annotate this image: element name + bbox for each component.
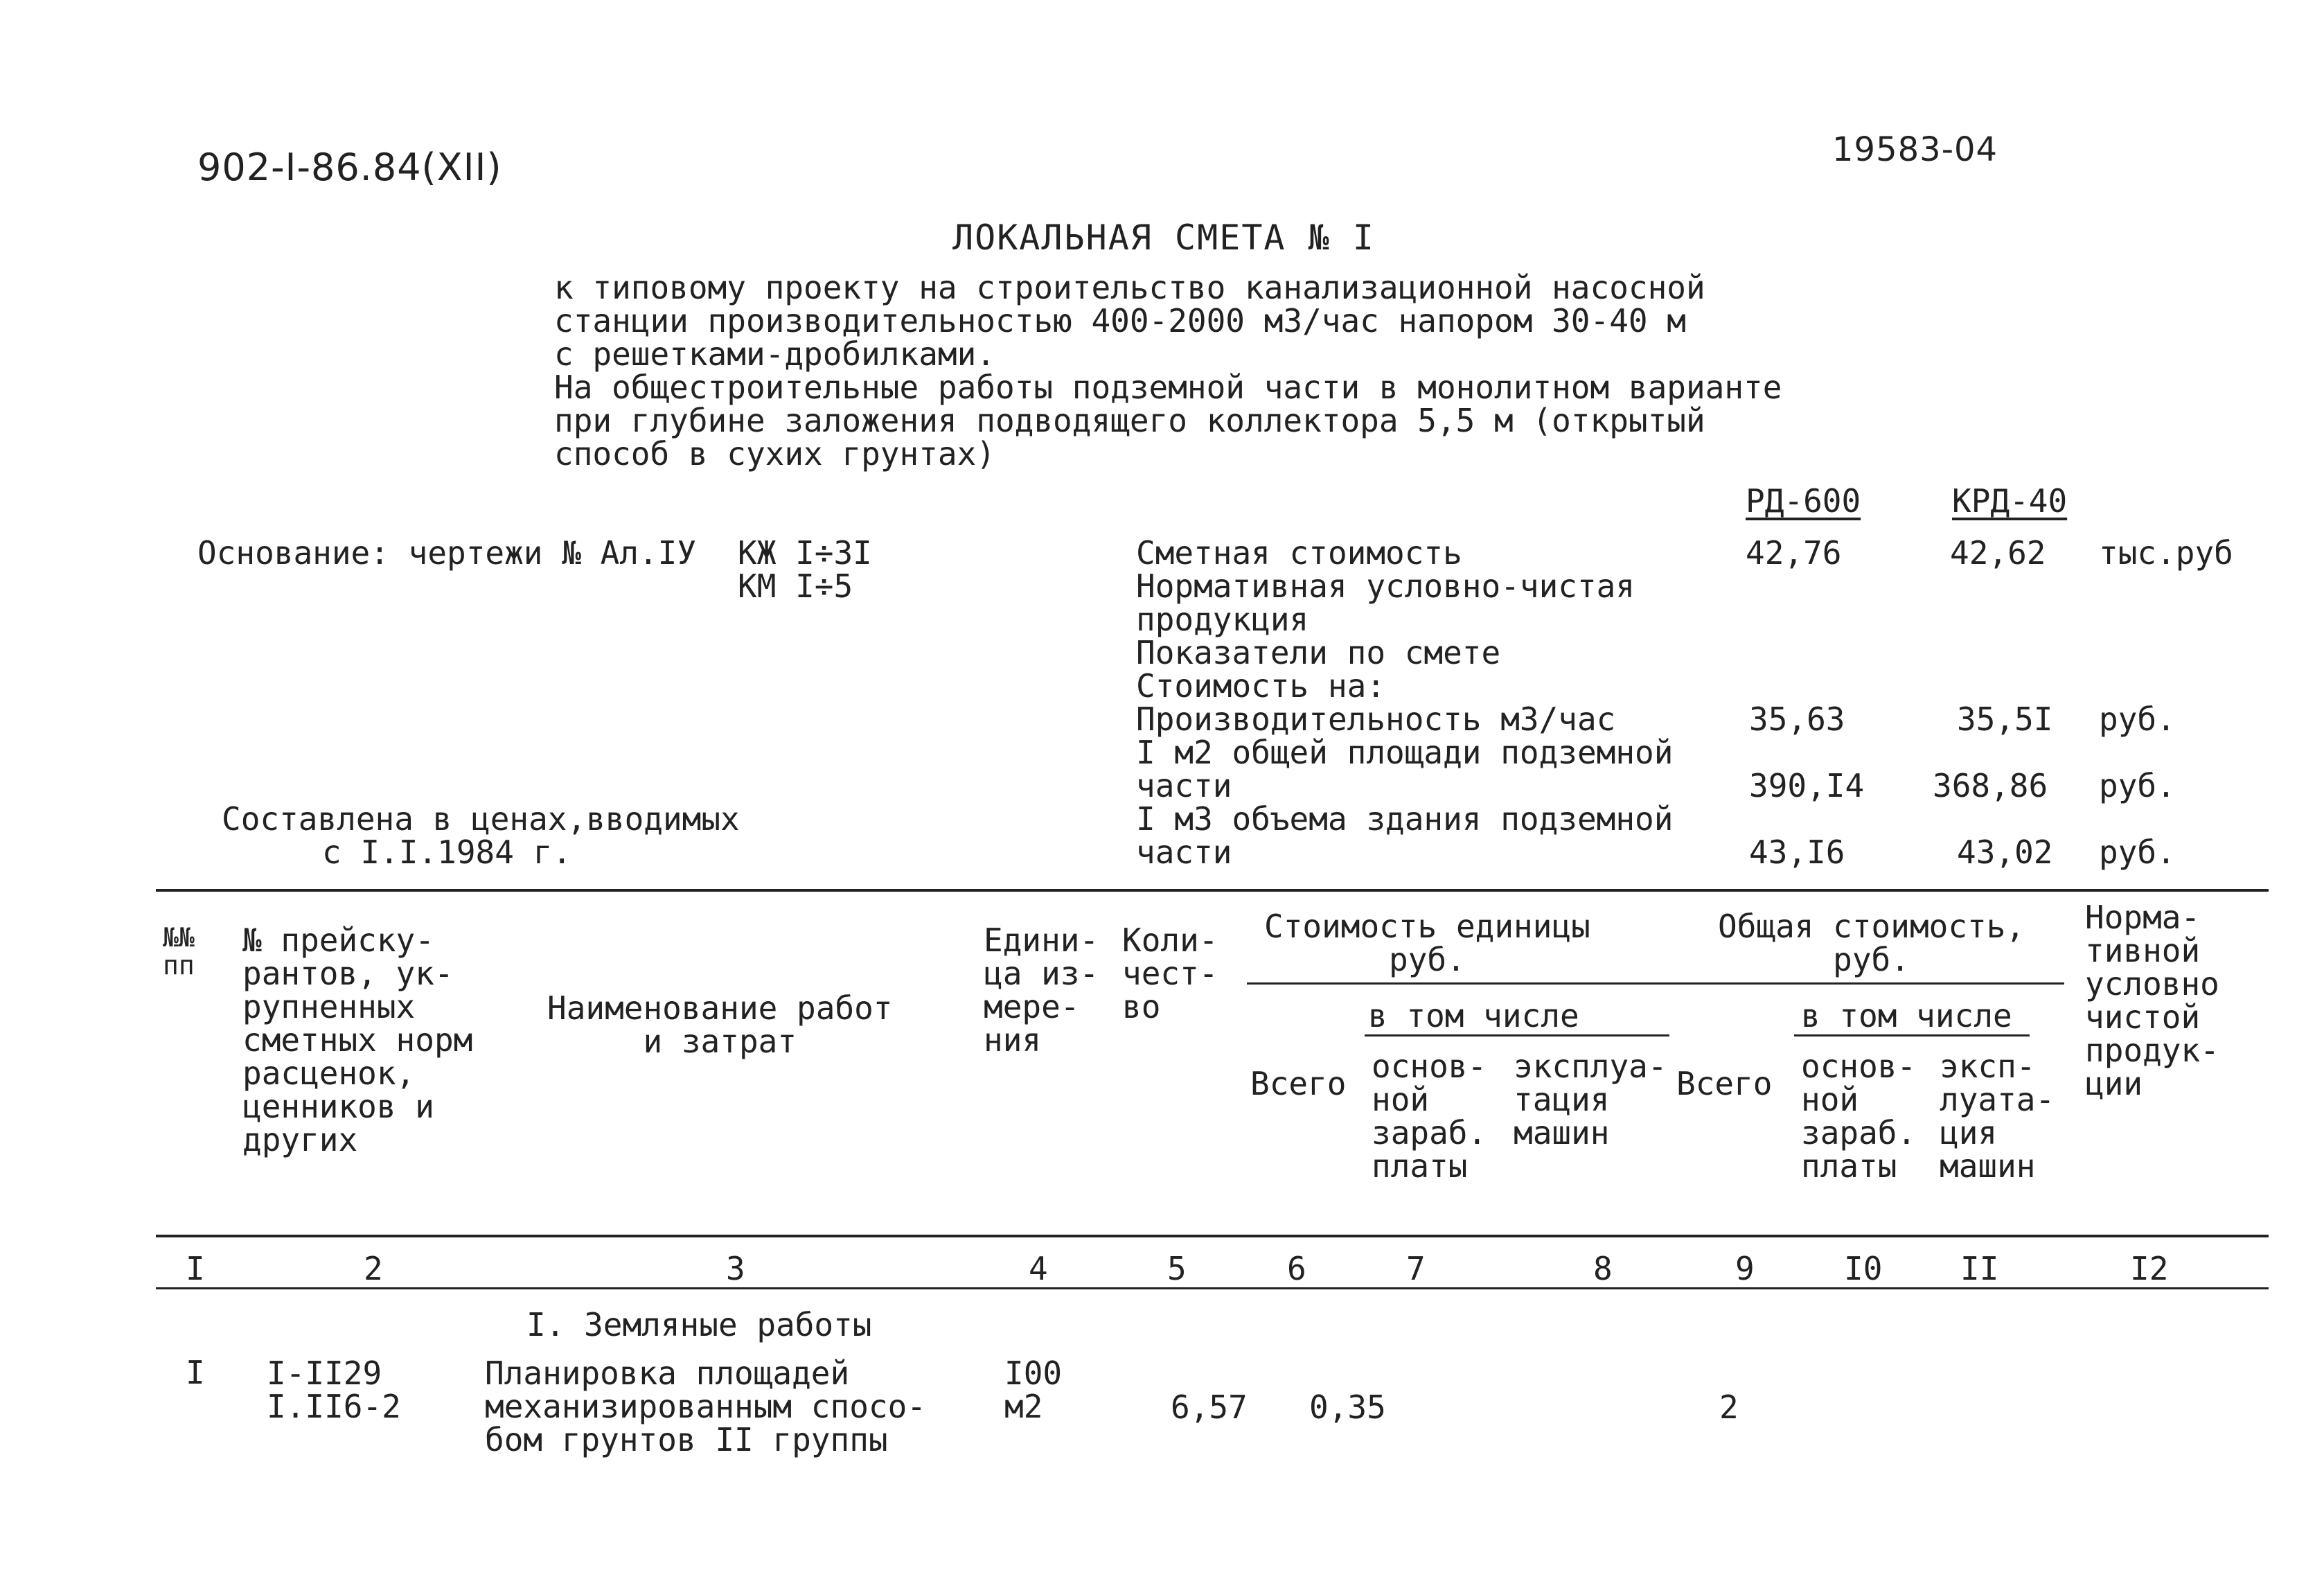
row-unit-total: 0,35 — [1309, 1388, 1386, 1426]
summary-label: I м3 объема здания подземной — [1136, 800, 1674, 838]
summary-unit: руб. — [2099, 700, 2176, 738]
header-col-3: Наименование работ и затрат — [547, 989, 893, 1060]
header-total-cost: Общая стоимость, руб. — [1718, 908, 2025, 978]
column-number: I0 — [1844, 1250, 1883, 1287]
summary-rd: 390,I4 — [1749, 767, 1865, 804]
column-number: I — [186, 1250, 205, 1287]
header-unit-cost-rule — [1247, 982, 1960, 985]
summary-label: Сметная стоимость — [1136, 534, 1462, 572]
document-code-left: 902-I-86.84(XII) — [197, 145, 502, 189]
column-numbers-bottom-rule — [156, 1287, 2269, 1289]
summary-krd: 368,86 — [1933, 767, 2048, 804]
subtitle-line: к типовому проекту на строительство канализационной насосной — [554, 269, 1705, 306]
column-number: 9 — [1735, 1250, 1755, 1287]
summary-col-krd: КРД-40 — [1952, 482, 2068, 520]
subtitle-line: станции производительностью 400-2000 м3/час напором 30-40 м — [554, 302, 1686, 339]
subtitle-line: при глубине заложения подводящего коллектора 5,5 м (открытый — [554, 402, 1705, 439]
summary-rd: 42,76 — [1746, 534, 1842, 572]
row-quantity: 6,57 — [1171, 1388, 1248, 1426]
column-number: 5 — [1167, 1250, 1187, 1287]
column-number: 7 — [1406, 1250, 1426, 1287]
subtitle-line: На общестроительные работы подземной части в монолитном варианте — [554, 369, 1782, 406]
column-numbers-top-rule — [156, 1235, 2269, 1237]
header-col-2: № прейску- рантов, ук- рупненных сметных норм расценок, ценников и других — [242, 921, 473, 1158]
summary-label: Стоимость на: — [1136, 667, 1386, 705]
subtitle-line: с решетками-дробилками. — [554, 335, 995, 373]
column-number: 3 — [726, 1250, 745, 1287]
column-number: II — [1960, 1250, 1999, 1287]
row-number: I — [186, 1354, 205, 1391]
header-col-1: №№ пп — [163, 922, 195, 980]
basis-label: Основание: чертежи № Ал.IУ — [197, 534, 697, 572]
header-col-5: Коли- чест- во — [1122, 921, 1218, 1025]
header-total-total: Всего — [1676, 1065, 1773, 1102]
header-unit-incl: в том числе — [1368, 997, 1579, 1034]
summary-unit: тыс.руб — [2099, 534, 2233, 572]
header-unit-mach: эксплуа- тация машин — [1514, 1048, 1667, 1152]
basis-drawing-2: КМ I÷5 — [738, 567, 853, 605]
row-total: 2 — [1719, 1388, 1739, 1426]
summary-krd: 43,02 — [1957, 833, 2053, 871]
document-title: ЛОКАЛЬНАЯ СМЕТА № I — [952, 218, 1375, 258]
column-number: I2 — [2130, 1250, 2169, 1287]
subtitle-line: способ в сухих грунтах) — [554, 435, 995, 473]
header-total-incl-rule — [1794, 1034, 2030, 1036]
summary-label: Производительность м3/час — [1136, 700, 1616, 738]
section-title: I. Земляные работы — [526, 1306, 872, 1343]
summary-rd: 35,63 — [1749, 700, 1845, 738]
header-unit-cost: Стоимость единицы руб. — [1264, 908, 1590, 978]
summary-unit: руб. — [2099, 767, 2176, 804]
prices-line-1: Составлена в ценах,вводимых — [222, 800, 740, 838]
header-total-mach: эксп- луата- ция машин — [1940, 1048, 2055, 1185]
header-unit-total: Всего — [1250, 1065, 1347, 1102]
document-code-right: 19583-04 — [1832, 130, 1998, 169]
summary-label: Показатели по смете — [1136, 634, 1501, 671]
column-number: 8 — [1593, 1250, 1613, 1287]
header-unit-incl-rule — [1365, 1034, 1669, 1036]
column-number: 2 — [364, 1250, 383, 1287]
summary-krd: 35,5I — [1957, 700, 2053, 738]
row-code: I-II29 I.II6-2 — [267, 1355, 401, 1425]
header-total-incl: в том числе — [1801, 997, 2012, 1034]
summary-label: продукция — [1136, 601, 1309, 638]
header-unit-wage: основ- ной зараб. платы — [1372, 1048, 1487, 1185]
table-top-rule — [156, 889, 2269, 892]
summary-label: части — [1136, 767, 1232, 804]
basis-drawing-1: КЖ I÷3I — [738, 534, 872, 572]
summary-label: Нормативная условно-чистая — [1136, 567, 1635, 605]
column-number: 6 — [1287, 1250, 1306, 1287]
summary-unit: руб. — [2099, 833, 2176, 871]
prices-line-2: с I.I.1984 г. — [322, 833, 572, 871]
header-col-12: Норма- тивной условно чистой продук- ции — [2085, 899, 2219, 1102]
header-total-cost-rule — [1960, 982, 2064, 985]
summary-label: I м2 общей площади подземной — [1136, 734, 1674, 771]
summary-label: части — [1136, 833, 1232, 871]
summary-krd: 42,62 — [1950, 534, 2046, 572]
header-col-4: Едини- ца из- мере- ния — [984, 921, 1099, 1059]
summary-col-rd: РД-600 — [1746, 482, 1861, 520]
summary-rd: 43,I6 — [1749, 833, 1845, 871]
row-unit: I00 м2 — [1004, 1355, 1063, 1425]
row-name: Планировка площадей механизированным спосо- бом грунтов II группы — [485, 1355, 926, 1458]
column-number: 4 — [1029, 1250, 1048, 1287]
header-total-wage: основ- ной зараб. платы — [1801, 1048, 1917, 1185]
